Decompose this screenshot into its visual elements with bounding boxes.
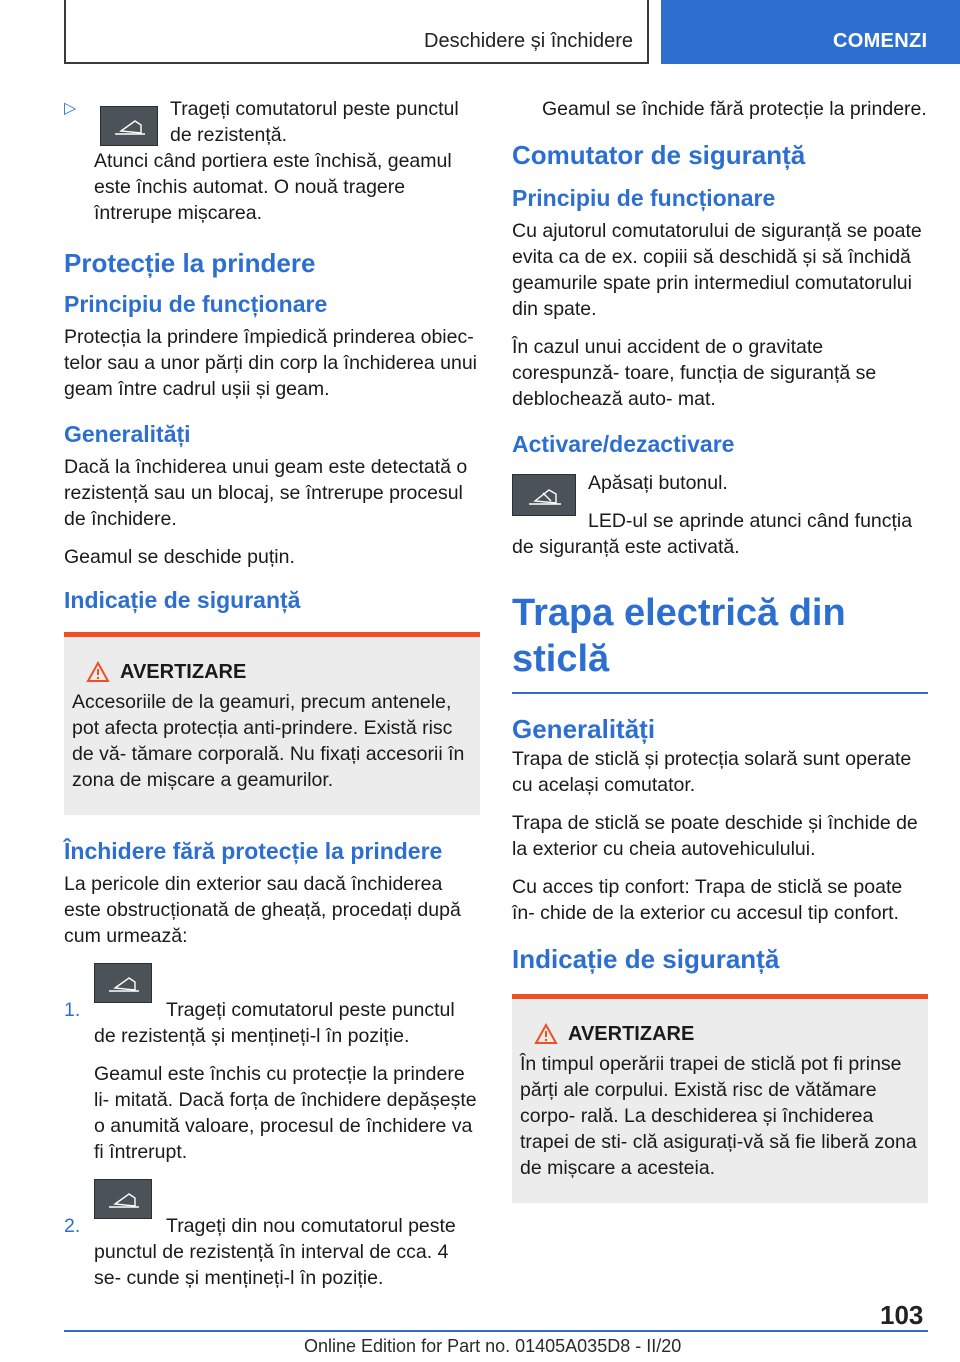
safety-switch-icon: [512, 474, 576, 516]
step-2-number: 2.: [64, 1215, 81, 1237]
warning-box-right: [512, 994, 928, 1203]
paragraph-principiu-1: Cu ajutorul comutatorului de siguranță se poate evita ca de ex. copiii să deschidă și să închidă geamurile spate prin intermediul comutatorului din spate.: [512, 220, 922, 320]
header-section-box: [64, 0, 649, 64]
window-switch-icon: [100, 106, 158, 146]
paragraph-general-right-3: Cu acces tip confort: Trapa de sticlă se poate în- chide de la exterior cu accesul tip confort.: [512, 876, 903, 924]
step-2-follow: Geamul se închide fără protecție la prindere.: [542, 98, 927, 120]
paragraph-general-right-1: Trapa de sticlă și protecția solară sunt operate cu același comutator.: [512, 748, 912, 796]
heading-principiu: Principiu de funcționare: [64, 291, 328, 317]
activate-text-2: LED-ul se aprinde atunci când funcția de siguranță este activată.: [512, 510, 913, 558]
window-switch-icon: [94, 1179, 152, 1219]
warning-title: [86, 659, 472, 685]
step-1-text: Trageți comutatorul peste punctul de rezistență și mențineți-l în poziție.: [94, 999, 455, 1047]
warning-triangle-icon: [86, 661, 110, 683]
bullet-follow-text: Atunci când portiera este închisă, geamul este închis automat. O nouă tragere întrerupe mișcarea.: [94, 150, 452, 224]
warning-box: [64, 632, 480, 815]
bullet-item: [64, 96, 480, 148]
heading-activare: Activare/dezactivare: [512, 431, 735, 457]
footer-edition: Online Edition for Part no. 01405A035D8 - II/20: [304, 1336, 682, 1356]
paragraph-general-1: Dacă la închiderea unui geam este detectată o rezistență sau un blocaj, se întrerupe procesul de închidere.: [64, 456, 468, 530]
warning-label-right: AVERTIZARE: [568, 1023, 695, 1045]
warning-title-right: [534, 1021, 920, 1047]
step-1: [64, 971, 480, 1165]
heading-protectie: Protecție la prindere: [64, 248, 316, 278]
bullet-text: Trageți comutatorul peste punctul de rezistență.: [170, 98, 459, 146]
footer-divider: [64, 1330, 928, 1332]
right-column: [512, 96, 928, 1223]
heading-indicatie: Indicație de siguranță: [64, 587, 301, 613]
left-column: [64, 96, 480, 1303]
heading-generalitati: Generalități: [64, 421, 191, 447]
heading-inchidere: Închidere fără protecție la prindere: [64, 838, 443, 864]
window-switch-icon: [94, 963, 152, 1003]
heading-trapa: Trapa electrică din sticlă: [512, 590, 928, 694]
activate-item: [512, 470, 928, 560]
heading-comutator: Comutator de siguranță: [512, 140, 806, 170]
paragraph-principiu: Protecția la prindere împiedică prinderea obiec- telor sau a unor părți din corp la închiderea unui geam între cadrul ușii și geam.: [64, 326, 478, 400]
heading-indicatie-right: Indicație de siguranță: [512, 944, 780, 974]
activate-text-1: Apăsați butonul.: [588, 472, 728, 494]
paragraph-general-2: Geamul se deschide puțin.: [64, 546, 295, 568]
step-2-text: Trageți din nou comutatorul peste punctul de rezistență în interval de cca. 4 se- cunde și mențineți-l în poziție.: [94, 1215, 456, 1289]
warning-label: AVERTIZARE: [120, 661, 247, 683]
page-number: 103: [880, 1300, 924, 1330]
heading-generalitati-right: Generalități: [512, 714, 656, 744]
step-1-follow: Geamul este închis cu protecție la prindere li- mitată. Dacă forța de închidere depășește o anumită valoare, procesul de închidere va fi întrerupt.: [94, 1063, 477, 1163]
paragraph-general-right-2: Trapa de sticlă se poate deschide și închide de la exterior cu cheia autovehiculului.: [512, 812, 918, 860]
chapter-tab[interactable]: [661, 0, 960, 64]
section-title: Deschidere și închidere: [424, 30, 633, 52]
warning-text-right: În timpul operării trapei de sticlă pot fi prinse părți ale corpului. Există risc de vătămare corpo- rală. La deschiderea și închiderea trapei de sti- clă asigurați-vă să fie liberă zona de mișcare a acesteia.: [520, 1053, 917, 1179]
bullet-triangle-icon: ▷: [64, 100, 77, 117]
warning-text: Accesoriile de la geamuri, precum antenele, pot afecta protecția anti-prindere. Există risc de vă- tămare corporală. Nu fixați accesorii în zona de mișcare a geamurilor.: [72, 691, 465, 791]
step-1-number: 1.: [64, 999, 81, 1021]
paragraph-principiu-2: În cazul unui accident de o gravitate corespunză- toare, funcția de siguranță se deblochează auto- mat.: [512, 336, 877, 410]
heading-principiu-right: Principiu de funcționare: [512, 185, 776, 211]
warning-triangle-icon: [534, 1023, 558, 1045]
chapter-tab-label: COMENZI: [833, 30, 928, 52]
paragraph-inchidere: La pericole din exterior sau dacă închiderea este obstrucționată de gheață, procedați după cum urmează:: [64, 873, 461, 947]
step-2: [64, 1187, 480, 1291]
